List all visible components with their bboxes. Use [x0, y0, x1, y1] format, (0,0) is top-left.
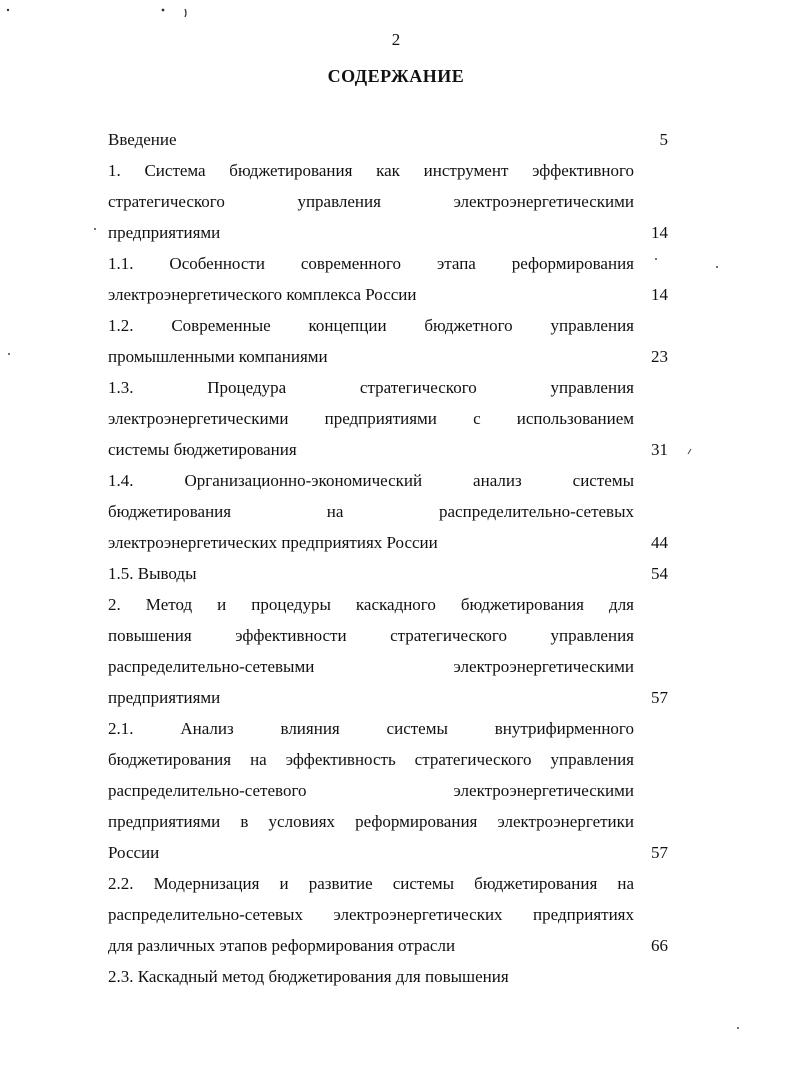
toc-entry-line	[108, 124, 668, 155]
toc-entry-text: повышения эффективности стратегического управления	[108, 626, 634, 645]
scan-speck	[737, 1027, 739, 1029]
scan-speck	[94, 228, 96, 230]
toc-page-number: 23	[651, 347, 668, 366]
toc-entry-text: для различных этапов реформирования отрасли	[108, 936, 456, 955]
toc-entry-text: электроэнергетического комплекса России	[108, 285, 417, 304]
toc-entry-text: 1. Система бюджетирования как инструмент эффективного	[108, 161, 634, 180]
toc-entry-text: промышленными компаниями	[108, 347, 328, 366]
toc-page-number: 44	[651, 533, 668, 552]
toc-entry-text: предприятиями	[108, 688, 221, 707]
toc-entry-line	[108, 589, 668, 620]
toc-page-number: 66	[651, 936, 668, 955]
toc-entry-text: бюджетирования на распределительно-сетевых	[108, 502, 634, 521]
toc-page-number: 31	[651, 440, 668, 459]
toc-entry-line	[108, 403, 668, 434]
toc-entry-line	[108, 279, 668, 310]
toc-entry-line	[108, 899, 668, 930]
toc-entry-text: 1.5. Выводы	[108, 564, 197, 583]
toc-page-number: 14	[651, 223, 668, 242]
scan-speck	[8, 353, 10, 355]
toc-entry-text: электроэнергетическими предприятиями с использованием	[108, 409, 634, 428]
toc-entry-line	[108, 868, 668, 899]
toc-entry-line	[108, 558, 668, 589]
toc-page-number: 57	[651, 688, 668, 707]
toc-entry-text: Введение	[108, 130, 177, 149]
toc-entry-line	[108, 682, 668, 713]
toc-entry-text: 2.3. Каскадный метод бюджетирования для повышения	[108, 967, 509, 986]
contents-heading: СОДЕРЖАНИЕ	[327, 66, 465, 86]
toc-page-number: 54	[651, 564, 668, 583]
toc-entry-text: распределительно-сетевых электроэнергетических предприятиях	[108, 905, 634, 924]
scan-speck	[688, 449, 691, 454]
toc-entry-line	[108, 341, 668, 372]
scan-speck	[185, 9, 186, 17]
toc-entry-text: бюджетирования на эффективность стратегического управления	[108, 750, 634, 769]
toc-entry-text: распределительно-сетевыми электроэнергетическими	[108, 657, 634, 676]
toc-entry-line	[108, 713, 668, 744]
toc-entry-line	[108, 651, 668, 682]
toc-entry-line	[108, 217, 668, 248]
toc-entry-line	[108, 372, 668, 403]
toc-page-number: 14	[651, 285, 668, 304]
toc-entry-line	[108, 837, 668, 868]
toc-entry-text: электроэнергетических предприятиях России	[108, 533, 438, 552]
scan-speck	[7, 9, 9, 11]
toc-page-number: 5	[659, 130, 668, 149]
toc-entry-line	[108, 496, 668, 527]
toc-entry-line	[108, 930, 668, 961]
toc-entry-text: 1.3. Процедура стратегического управления	[108, 378, 634, 397]
toc-entry-line	[108, 186, 668, 217]
toc-entry-text: предприятиями в условиях реформирования электроэнергетики	[108, 812, 634, 831]
toc-entry-text: 1.2. Современные концепции бюджетного управления	[108, 316, 634, 335]
toc-entry-line	[108, 465, 668, 496]
toc-entry-text: 2. Метод и процедуры каскадного бюджетирования для	[108, 595, 634, 614]
scan-speck	[162, 9, 165, 12]
toc-entry-line	[108, 527, 668, 558]
toc-entry-line	[108, 248, 668, 279]
toc-page-number: 57	[651, 843, 668, 862]
toc-entry-text: России	[108, 843, 160, 862]
toc-entry-line	[108, 806, 668, 837]
toc-entry-text: системы бюджетирования	[108, 440, 297, 459]
table-of-contents	[108, 124, 668, 992]
toc-entry-text: стратегического управления электроэнергетическими	[108, 192, 634, 211]
toc-entry-text: 2.1. Анализ влияния системы внутрифирменного	[108, 719, 634, 738]
toc-entry-line	[108, 744, 668, 775]
toc-entry-text: распределительно-сетевого электроэнергетическими	[108, 781, 634, 800]
toc-entry-line	[108, 434, 668, 465]
toc-entry-text: 1.1. Особенности современного этапа реформирования	[108, 254, 634, 273]
toc-entry-line	[108, 961, 668, 992]
toc-entry-line	[108, 155, 668, 186]
toc-entry-line	[108, 620, 668, 651]
toc-entry-text: 1.4. Организационно-экономический анализ системы	[108, 471, 634, 490]
toc-entry-text: 2.2. Модернизация и развитие системы бюджетирования на	[108, 874, 634, 893]
scan-speck	[716, 266, 718, 268]
toc-entry-text: предприятиями	[108, 223, 221, 242]
toc-entry-line	[108, 310, 668, 341]
page-number: 2	[391, 30, 401, 49]
toc-entry-line	[108, 775, 668, 806]
